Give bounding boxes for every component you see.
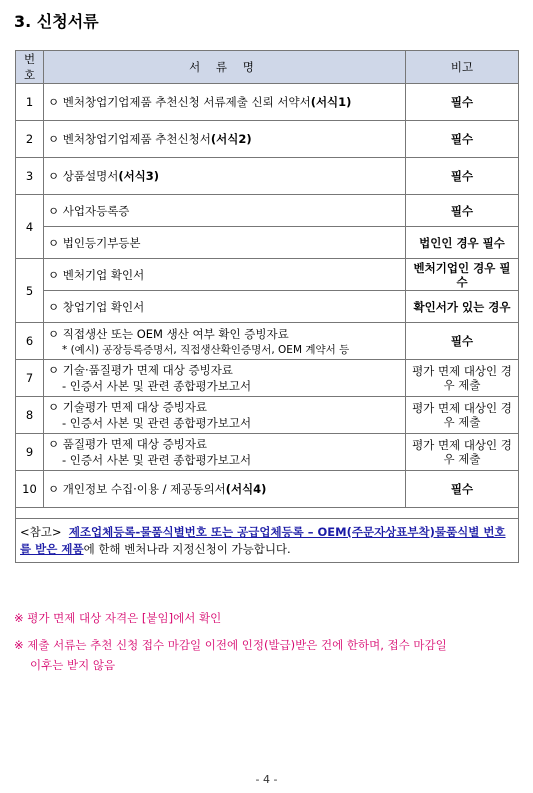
table-row xyxy=(16,291,519,323)
table-row xyxy=(16,121,519,158)
remark: 필수 xyxy=(406,323,519,360)
remark: 평가 면제 대상인 경우 제출 xyxy=(406,360,519,397)
remark: 필수 xyxy=(406,195,519,227)
remark: 필수 xyxy=(406,121,519,158)
remark: 필수 xyxy=(406,471,519,508)
deadline-note: ※ 제출 서류는 추천 신청 접수 마감일 이전에 인정(발급)받은 건에 한하며, 접수 마감일 xyxy=(14,638,447,652)
reference-note: <참고> 제조업체등록-물품식별번호 또는 공급업체등록 – OEM(주문자상표부착)물품식별 번호를 받은 제품에 한해 벤처나라 지정신청이 가능합니다. xyxy=(16,519,519,563)
row-number: 5 xyxy=(16,259,44,323)
document-example: * (예시) 공장등록증명서, 직접생산확인증명서, OEM 계약서 등 xyxy=(62,343,350,356)
document-name: ㅇ 법인등기부등본 xyxy=(44,227,406,259)
document-name: ㅇ 기술평가 면제 대상 증빙자료 - 인증서 사본 및 관련 종합평가보고서 xyxy=(44,397,406,434)
row-number: 1 xyxy=(16,84,44,121)
remark: 필수 xyxy=(406,84,519,121)
table-row xyxy=(16,323,519,360)
document-name: ㅇ 상품설명서(서식3) xyxy=(44,158,406,195)
header-remarks: 비고 xyxy=(406,51,519,84)
row-number: 2 xyxy=(16,121,44,158)
deadline-note-continued: 이후는 받지 않음 xyxy=(30,658,116,672)
document-detail: - 인증서 사본 및 관련 종합평가보고서 xyxy=(62,416,252,430)
exemption-note: ※ 평가 면제 대상 자격은 [붙임]에서 확인 xyxy=(14,611,222,625)
table-row xyxy=(16,434,519,471)
header-document-name: 서 류 명 xyxy=(44,51,406,84)
remark: 법인인 경우 필수 xyxy=(406,227,519,259)
document-name: ㅇ 벤처기업 확인서 xyxy=(44,259,406,291)
document-name: ㅇ 사업자등록증 xyxy=(44,195,406,227)
table-header-row xyxy=(16,51,519,84)
document-detail: - 인증서 사본 및 관련 종합평가보고서 xyxy=(62,379,252,393)
row-number: 8 xyxy=(16,397,44,434)
row-number: 9 xyxy=(16,434,44,471)
row-number: 6 xyxy=(16,323,44,360)
page-number: - 4 - xyxy=(255,773,278,786)
row-number: 4 xyxy=(16,195,44,259)
document-name: ㅇ 품질평가 면제 대상 증빙자료 - 인증서 사본 및 관련 종합평가보고서 xyxy=(44,434,406,471)
table-row xyxy=(16,259,519,291)
table-row xyxy=(16,397,519,434)
row-number: 10 xyxy=(16,471,44,508)
table-row xyxy=(16,84,519,121)
table-row xyxy=(16,195,519,227)
document-name: ㅇ 벤처창업기업제품 추천신청 서류제출 신뢰 서약서(서식1) xyxy=(44,84,406,121)
table-row xyxy=(16,227,519,259)
remark: 필수 xyxy=(406,158,519,195)
section-title: 3. 신청서류 xyxy=(14,12,99,31)
table-row xyxy=(16,360,519,397)
document-detail: - 인증서 사본 및 관련 종합평가보고서 xyxy=(62,453,252,467)
document-name: ㅇ 기술·품질평가 면제 대상 증빙자료 - 인증서 사본 및 관련 종합평가보고서 xyxy=(44,360,406,397)
reference-link[interactable]: 제조업체등록-물품식별번호 또는 공급업체등록 – OEM(주문자상표부착)물품식별 번호를 받은 제품 xyxy=(20,524,506,556)
table-row xyxy=(16,158,519,195)
documents-table xyxy=(15,50,519,563)
document-name: ㅇ 개인정보 수집·이용 / 제공동의서(서식4) xyxy=(44,471,406,508)
remark: 확인서가 있는 경우 xyxy=(406,291,519,323)
reference-row xyxy=(16,519,519,563)
header-number: 번호 xyxy=(16,51,44,84)
document-name: ㅇ 직접생산 또는 OEM 생산 여부 확인 증빙자료 * (예시) 공장등록증명서, 직접생산확인증명서, OEM 계약서 등 xyxy=(44,323,406,360)
row-number: 7 xyxy=(16,360,44,397)
remark: 평가 면제 대상인 경우 제출 xyxy=(406,397,519,434)
row-number: 3 xyxy=(16,158,44,195)
remark: 평가 면제 대상인 경우 제출 xyxy=(406,434,519,471)
document-name: ㅇ 벤처창업기업제품 추천신청서(서식2) xyxy=(44,121,406,158)
document-name: ㅇ 창업기업 확인서 xyxy=(44,291,406,323)
remark: 벤처기업인 경우 필수 xyxy=(406,259,519,291)
table-spacer xyxy=(16,508,519,519)
table-row xyxy=(16,471,519,508)
